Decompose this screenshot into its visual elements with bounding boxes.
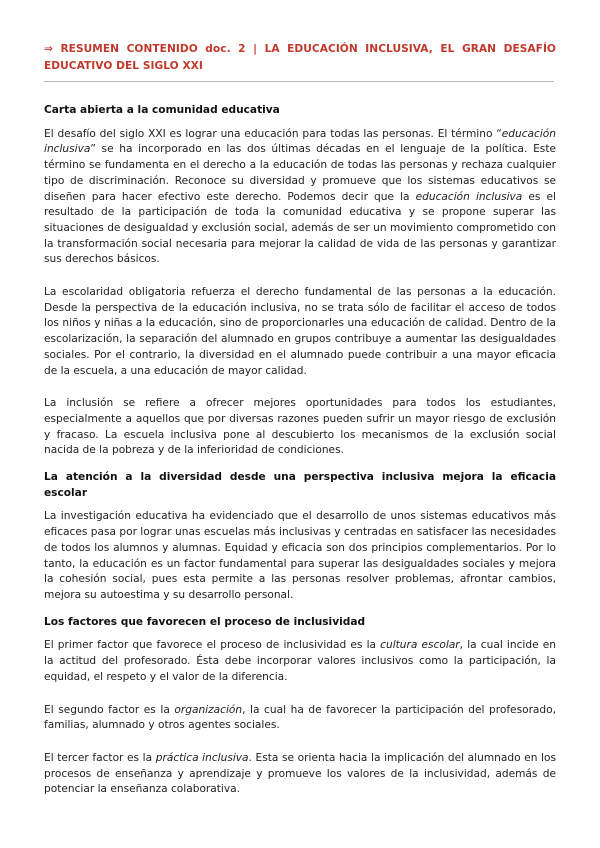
paragraph: El segundo factor es la organización, la cual ha de favorecer la participación del profesorado, familias, alumnado y otros agentes sociales. bbox=[44, 703, 556, 732]
section-heading-diversidad: La atención a la diversidad desde una perspectiva inclusiva mejora la eficacia escolar bbox=[44, 471, 556, 499]
paragraph: El primer factor que favorece el proceso de inclusividad es la cultura escolar, la cual incide en la actitud del profesorado. Ésta debe incorporar valores inclusivos como la participación, la equidad, el respeto y el valor de la diferencia. bbox=[44, 639, 556, 683]
document-header bbox=[44, 41, 556, 75]
paragraph: La escolaridad obligatoria refuerza el derecho fundamental de las personas a la educación. Desde la perspectiva de la educación inclusiva, no se trata sólo de facilitar el acceso de todos los niños y niñas a la educación, sino de proporcionarles una educación de calidad. Dentro de la escolarización, la separación del alumnado en grupos contribuye a aumentar las desigualdades sociales. Por el contrario, la diversidad en el alumnado puede contribuir a una mayor eficacia de la escuela, a una educación de mayor calidad. bbox=[44, 286, 556, 377]
paragraph: El desafío del siglo XXI es lograr una educación para todas las personas. El término “educación inclusiva” se ha incorporado en las dos últimas décadas en el lenguaje de la política. Este término se fundamenta en el derecho a la educación de todas las personas y rechaza cualquier tipo de discriminación. Reconoce su diversidad y promueve que los sistemas educativos se diseñen para hacer efectivo este derecho. Podemos decir que la educación inclusiva es el resultado de la participación de toda la comunidad educativa y se propone superar las situaciones de desigualdad y exclusión social, además de ser un movimiento comprometido con la transformación social necesaria para mejorar la calidad de vida de las personas y garantizar sus derechos básicos. bbox=[44, 127, 556, 266]
header-divider bbox=[44, 81, 554, 82]
document-body bbox=[44, 103, 556, 815]
paragraph: La investigación educativa ha evidenciado que el desarrollo de unos sistemas educativos más eficaces pasa por lograr unas escuelas más inclusivas y centradas en satisfacer las necesidades de todos los alumnos y alumnas. Equidad y eficacia son dos principios complementarios. Por lo tanto, la educación es un factor fundamental para superar las desigualdades sociales y mejora la cohesión social, pues esta permite a las personas resolver problemas, afrontar cambios, mejora su autoestima y su desarrollo personal. bbox=[44, 510, 556, 601]
header-title: RESUMEN CONTENIDO doc. 2 | LA EDUCACIÓN INCLUSIVA, EL GRAN DESAFÍO EDUCATIVO DEL SIGLO XXI bbox=[44, 43, 556, 72]
paragraph: La inclusión se refiere a ofrecer mejores oportunidades para todos los estudiantes, especialmente a aquellos que por diversas razones pueden sufrir un mayor riesgo de exclusión y fracaso. La escuela inclusiva pone al descubierto los mecanismos de la exclusión social nacida de la pobreza y de la inferioridad de condiciones. bbox=[44, 397, 556, 457]
section-heading-carta: Carta abierta a la comunidad educativa bbox=[44, 104, 280, 116]
arrow-icon: ⇒ bbox=[44, 43, 53, 55]
section-heading-factores: Los factores que favorecen el proceso de inclusividad bbox=[44, 615, 366, 628]
paragraph: El tercer factor es la práctica inclusiva. Esta se orienta hacia la implicación del alumnado en los procesos de enseñanza y aprendizaje y promueve los valores de la inclusividad, además de potenciar la enseñanza colaborativa. bbox=[44, 751, 556, 796]
